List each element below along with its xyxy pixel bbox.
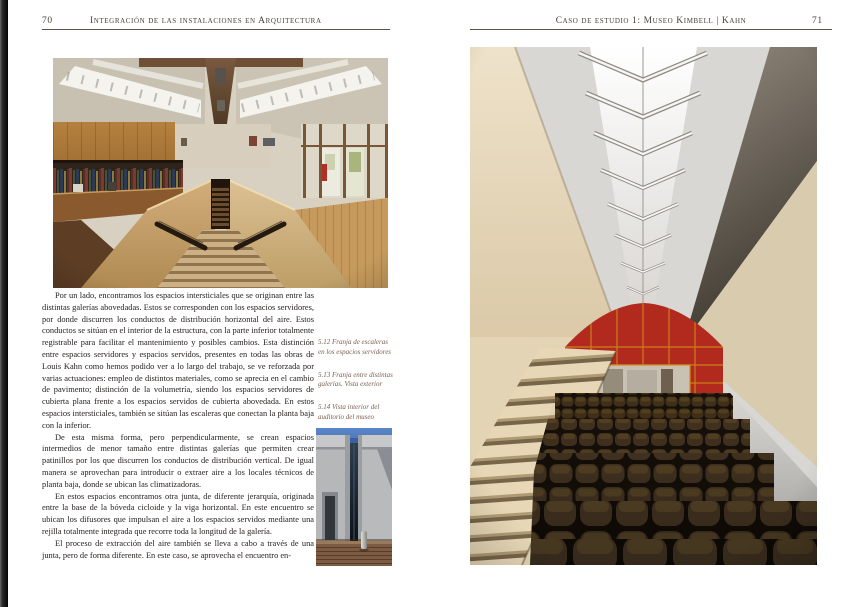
caption-text: Franja entre distintas galerías. Vista exterior (318, 370, 393, 389)
left-page-number: 70 (42, 16, 53, 26)
figure-interior-stairs-photo (53, 58, 388, 288)
kimbell-auditorium-photo (470, 47, 817, 565)
figure-auditorium-photo (470, 47, 817, 565)
right-page-number: 71 (812, 16, 823, 26)
paragraph-2: De esta misma forma, pero perpendicularmente, se crean espacios intermedios de menor tamaño entre distintas galerías que permiten crear patinillos por los que discurren los conductos de distribución vertical. De igual manera se aprovechan para introducir o extraer aire a los locales técnicos de planta baja, donde se ubican las climatizadoras. (42, 432, 314, 489)
right-header-rule (470, 29, 832, 30)
paragraph-3: En estos espacios encontramos otra junta, de diferente jerarquía, originada entre la base de la bóveda cicloide y la viga horizontal. En este encuentro se ubican los difusores que impulsan el aire a los espacios servidos mediante una rejilla totalmente integrada que recorre toda la longitud de la galería. (42, 491, 314, 536)
left-header-rule (42, 29, 390, 30)
caption-5-12 (318, 338, 396, 358)
figure-captions (318, 338, 396, 436)
caption-number: 5.14 (318, 403, 331, 412)
caption-text: Franja de escaleras en los espacios servidores (318, 338, 392, 356)
figure-exterior-joint-photo (316, 428, 392, 566)
window-edge (0, 0, 8, 607)
right-header-title: Caso de estudio 1: Museo Kimbell | Kahn (555, 16, 747, 26)
paragraph-4: El proceso de extracción del aire también se lleva a cabo a través de una junta, pero de forma diferente. En este caso, se aprovecha el encuentro en- (42, 538, 314, 560)
kimbell-interior-photo (53, 58, 388, 288)
caption-number: 5.13 (318, 370, 331, 379)
caption-5-14 (318, 403, 396, 423)
left-header-title: Integración de las instalaciones en Arquitectura (90, 16, 322, 26)
caption-number: 5.12 (318, 338, 331, 346)
kimbell-exterior-photo (316, 428, 392, 566)
body-text (42, 290, 314, 561)
paragraph-1: Por un lado, encontramos los espacios intersticiales que se originan entre las distintas galerías abovedadas. Estos se corresponden con los espacios servidores, por donde discurren los conductos de distribución horizontal del aire. Estos conductos se sitúan en el interior de la estructura, con la parte inferior totalmente registrable para facilitar el mantenimiento y posibles cambios. Esta distinción entre espacios servidores y espacios servidos, presentes en todas las obras de Louis Kahn como hemos podido ver a lo largo del trabajo, se ve reforzada por varias actuaciones: empleo de distintos materiales, como se aprecia en el cambio de pavimento; distinción de la volumetría, siendo los espacios servidores de cubierta plana frente a los espacios servidos de cubierta abovedada. En estos espacios intersticiales, también se sitúan las escaleras que conectan la planta baja con la inferior. (42, 291, 314, 430)
caption-5-13 (318, 371, 396, 391)
caption-text: Vista interior del auditorio del museo (318, 403, 380, 421)
